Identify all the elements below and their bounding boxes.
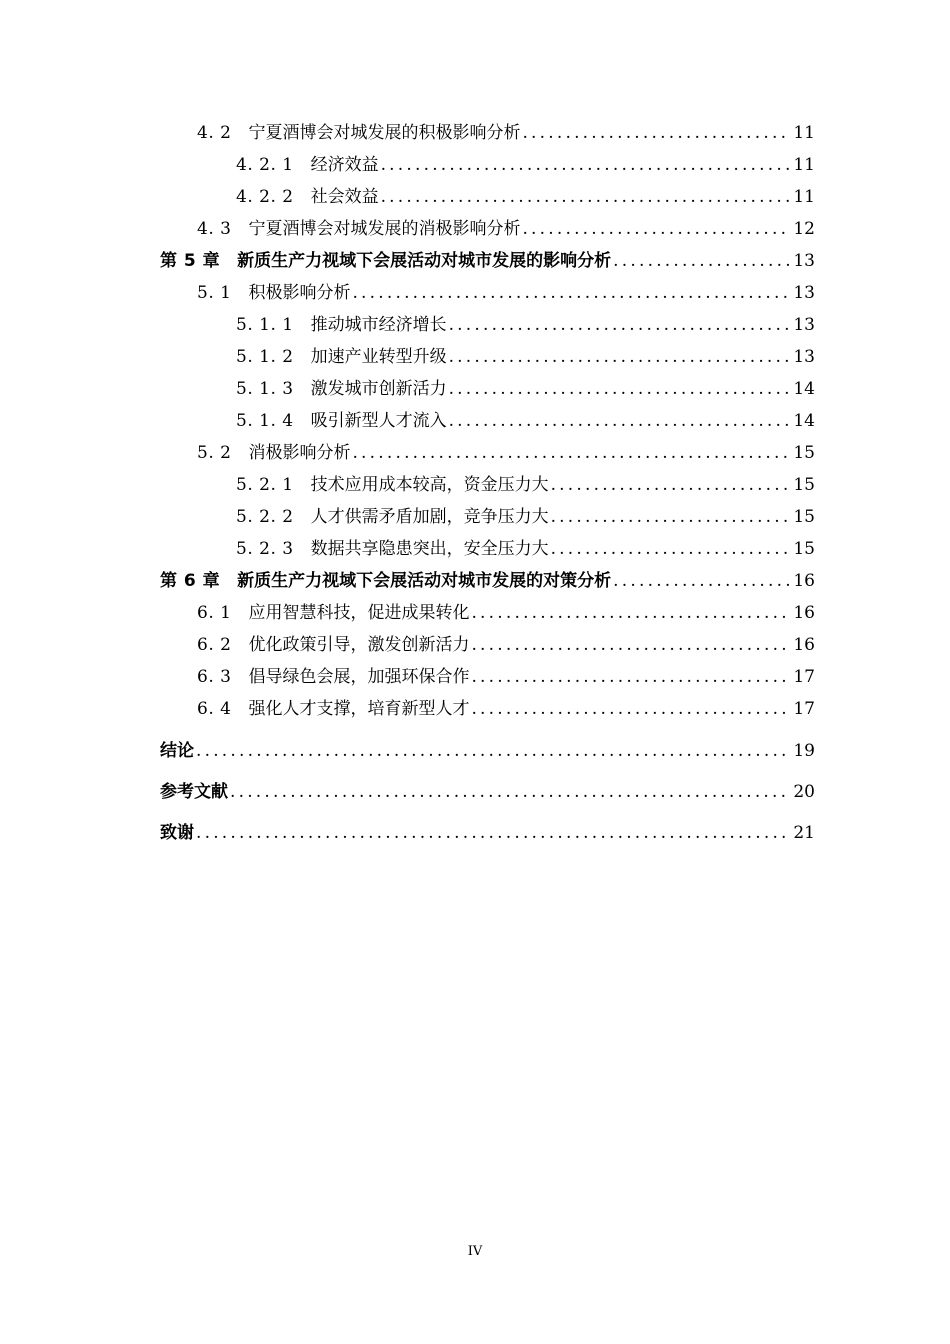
toc-entry-page: 13 xyxy=(793,251,815,271)
toc-entry-title: 结论 xyxy=(160,741,194,761)
toc-entry-page: 17 xyxy=(793,699,815,719)
toc-entry[interactable] xyxy=(160,373,815,405)
toc-entry-number: 5. 2 xyxy=(197,443,232,463)
toc-entry-page: 13 xyxy=(793,283,815,303)
toc-entry-number: 5. 1. 3 xyxy=(236,379,294,399)
toc-entry-number: 6. 4 xyxy=(197,699,232,719)
dot-leader xyxy=(449,341,790,373)
toc-entry[interactable] xyxy=(160,309,815,341)
toc-entry-title: 致谢 xyxy=(160,823,194,843)
dot-leader xyxy=(449,309,790,341)
toc-entry-page: 20 xyxy=(793,782,815,802)
toc-entry[interactable] xyxy=(160,405,815,437)
toc-entry-title: 经济效益 xyxy=(310,155,379,175)
toc-entry-title: 推动城市经济增长 xyxy=(310,315,447,335)
dot-leader xyxy=(471,693,789,725)
toc-entry-number: 5. 1. 4 xyxy=(236,411,294,431)
toc-entry[interactable] xyxy=(160,117,815,149)
toc-references-entry[interactable] xyxy=(160,776,815,808)
toc-entry[interactable] xyxy=(160,501,815,533)
dot-leader xyxy=(522,117,789,149)
toc-chapter-number: 第 5 章 xyxy=(160,251,221,271)
toc-entry[interactable] xyxy=(160,597,815,629)
toc-entry-title: 激发城市创新活力 xyxy=(310,379,447,399)
toc-entry-title: 参考文献 xyxy=(160,782,228,802)
toc-entry-page: 16 xyxy=(793,571,815,591)
toc-entry-number: 5. 1. 1 xyxy=(236,315,294,335)
toc-entry-page: 15 xyxy=(793,443,815,463)
dot-leader xyxy=(449,373,790,405)
toc-chapter-entry[interactable] xyxy=(160,245,815,277)
toc-entry[interactable] xyxy=(160,181,815,213)
toc-entry-page: 15 xyxy=(793,539,815,559)
toc-entry-title: 人才供需矛盾加剧，竞争压力大 xyxy=(310,507,549,527)
dot-leader xyxy=(471,629,789,661)
toc-entry-page: 14 xyxy=(793,379,815,399)
toc-entry-page: 11 xyxy=(793,155,815,175)
dot-leader xyxy=(551,533,790,565)
toc-entry-number: 4. 2. 1 xyxy=(236,155,294,175)
toc-chapter-number: 第 6 章 xyxy=(160,571,221,591)
toc-entry-number: 4. 2 xyxy=(197,123,232,143)
toc-chapter-title: 新质生产力视域下会展活动对城市发展的对策分析 xyxy=(237,571,612,591)
toc-entry-title: 消极影响分析 xyxy=(248,443,351,463)
page-number: IV xyxy=(467,1244,483,1259)
dot-leader xyxy=(551,469,790,501)
toc-entry-page: 15 xyxy=(793,475,815,495)
toc-entry-title: 技术应用成本较高，资金压力大 xyxy=(310,475,549,495)
toc-chapter-title: 新质生产力视域下会展活动对城市发展的影响分析 xyxy=(237,251,612,271)
toc-entry-number: 6. 3 xyxy=(197,667,232,687)
toc-chapter-entry[interactable] xyxy=(160,565,815,597)
toc-entry-number: 5. 2. 1 xyxy=(236,475,294,495)
toc-entry-page: 13 xyxy=(793,347,815,367)
dot-leader xyxy=(449,405,790,437)
dot-leader xyxy=(471,661,789,693)
toc-entry-page: 16 xyxy=(793,603,815,623)
toc-entry-number: 6. 1 xyxy=(197,603,232,623)
toc-entry-title: 社会效益 xyxy=(310,187,379,207)
toc-entry[interactable] xyxy=(160,469,815,501)
toc-entry-number: 5. 2. 2 xyxy=(236,507,294,527)
dot-leader xyxy=(551,501,790,533)
toc-entry-title: 积极影响分析 xyxy=(248,283,351,303)
toc-entry[interactable] xyxy=(160,661,815,693)
toc-conclusion-entry[interactable] xyxy=(160,735,815,767)
toc-entry-title: 强化人才支撑，培育新型人才 xyxy=(248,699,470,719)
toc-entry-page: 15 xyxy=(793,507,815,527)
dot-leader xyxy=(381,181,790,213)
toc-entry-title: 吸引新型人才流入 xyxy=(310,411,447,431)
toc-entry-title: 数据共享隐患突出，安全压力大 xyxy=(310,539,549,559)
toc-entry[interactable] xyxy=(160,693,815,725)
toc-entry-title: 宁夏酒博会对城发展的积极影响分析 xyxy=(248,123,521,143)
dot-leader xyxy=(471,597,789,629)
dot-leader xyxy=(196,735,789,767)
dot-leader xyxy=(230,776,789,808)
toc-entry[interactable] xyxy=(160,341,815,373)
toc-entry-number: 6. 2 xyxy=(197,635,232,655)
toc-entry-page: 17 xyxy=(793,667,815,687)
toc-entry-page: 11 xyxy=(793,123,815,143)
dot-leader xyxy=(196,817,789,849)
toc-entry-page: 12 xyxy=(793,219,815,239)
toc-entry[interactable] xyxy=(160,533,815,565)
toc-entry[interactable] xyxy=(160,277,815,309)
toc-entry-number: 5. 2. 3 xyxy=(236,539,294,559)
table-of-contents xyxy=(160,117,815,849)
toc-entry-page: 11 xyxy=(793,187,815,207)
toc-entry-number: 5. 1. 2 xyxy=(236,347,294,367)
toc-entry-title: 优化政策引导，激发创新活力 xyxy=(248,635,470,655)
toc-entry[interactable] xyxy=(160,149,815,181)
toc-entry-title: 倡导绿色会展，加强环保合作 xyxy=(248,667,470,687)
toc-entry-page: 14 xyxy=(793,411,815,431)
toc-entry-title: 宁夏酒博会对城发展的消极影响分析 xyxy=(248,219,521,239)
toc-entry[interactable] xyxy=(160,437,815,469)
dot-leader xyxy=(613,565,789,597)
toc-entry-title: 加速产业转型升级 xyxy=(310,347,447,367)
toc-acknowledgements-entry[interactable] xyxy=(160,817,815,849)
dot-leader xyxy=(381,149,790,181)
dot-leader xyxy=(352,277,789,309)
toc-entry-page: 21 xyxy=(793,823,815,843)
dot-leader xyxy=(613,245,789,277)
dot-leader xyxy=(352,437,789,469)
toc-entry-number: 4. 3 xyxy=(197,219,232,239)
toc-entry-number: 4. 2. 2 xyxy=(236,187,294,207)
toc-entry-page: 16 xyxy=(793,635,815,655)
toc-entry-number: 5. 1 xyxy=(197,283,232,303)
toc-entry-page: 19 xyxy=(793,741,815,761)
toc-entry-page: 13 xyxy=(793,315,815,335)
toc-entry-title: 应用智慧科技，促进成果转化 xyxy=(248,603,470,623)
dot-leader xyxy=(522,213,789,245)
toc-entry[interactable] xyxy=(160,213,815,245)
toc-entry[interactable] xyxy=(160,629,815,661)
